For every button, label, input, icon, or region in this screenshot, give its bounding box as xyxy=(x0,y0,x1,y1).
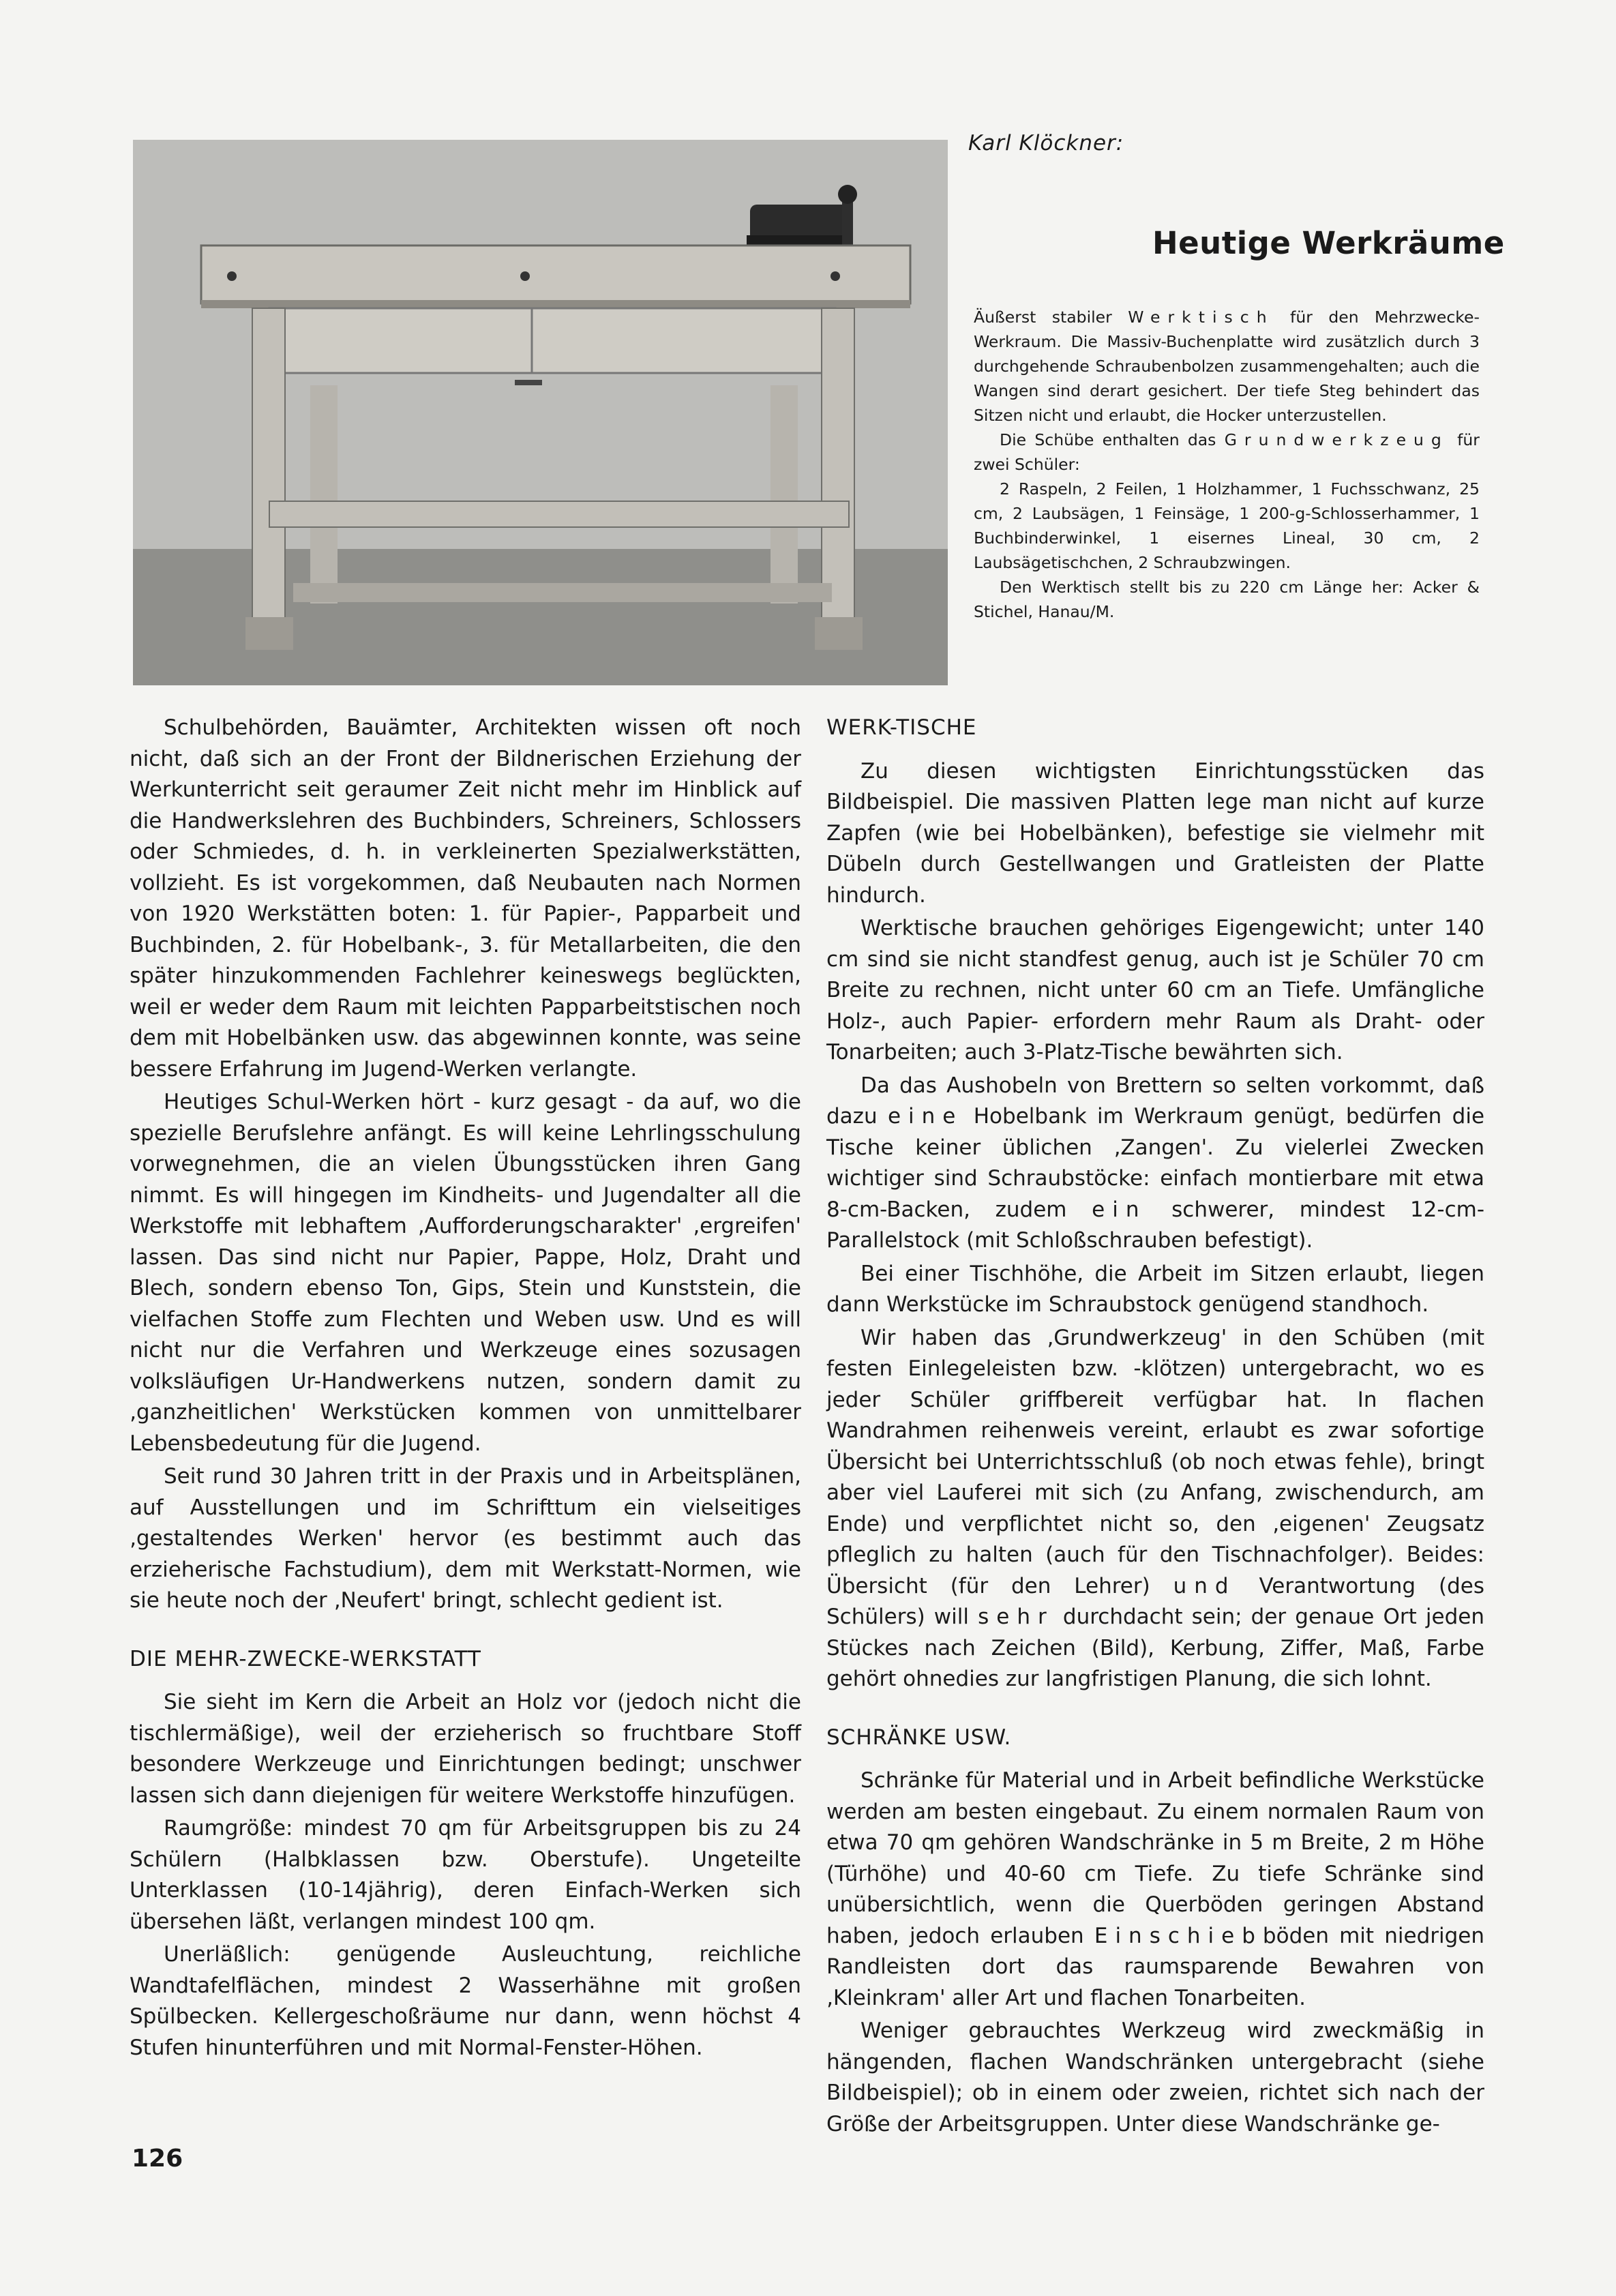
page-number: 126 xyxy=(132,2145,183,2173)
body-paragraph: Sie sieht im Kern die Arbeit an Holz vor (jedoch nicht die tischlermäßige), weil der erzieherisch so fruchtbare Stoff besondere Werkzeuge und Einrichtungen bedingt; unschwer lassen sich dann diejenigen für weitere Werkstoffe hinzufügen. xyxy=(130,1690,801,1808)
body-paragraph: Zu diesen wichtigsten Einrichtungsstücken das Bildbeispiel. Die massiven Platten lege man nicht auf kurze Zapfen (wie bei Hobelbänken), befestige sie vielmehr mit Dübeln durch Gestellwangen und Gratleisten der Platte hindurch. xyxy=(826,758,1484,908)
body-paragraph: Seit rund 30 Jahren tritt in der Praxis und in Arbeitsplänen, auf Ausstellungen und im Schrifttum ein vielseitiges ‚gestaltendes Werken' hervor (es bestimmt auch das erzieherische Fachstudium), dem mit Werkstatt-Normen, wie sie heute noch der ‚Neufert' bringt, schlecht gedient ist. xyxy=(130,1464,801,1613)
caption-paragraph: Äußerst stabiler Werktisch für den Mehrzwecke-Werkraum. Die Massiv-Buchenplatte wird zusätzlich durch 3 durchgehende Schraubenbolzen zusammengehalten; auch die Wangen sind derart gesichert. Der tiefe Steg behindert das Sitzen nicht und erlaubt, die Hocker unterzustellen. xyxy=(974,308,1480,425)
body-paragraph: Bei einer Tischhöhe, die Arbeit im Sitzen erlaubt, liegen dann Werkstücke im Schraubstock genügend standhoch. xyxy=(826,1261,1484,1317)
body-paragraph: Schulbehörden, Bauämter, Architekten wissen oft noch nicht, daß sich an der Front der Bildnerischen Erziehung der Werkunterricht seit geraumer Zeit nicht mehr im Hinblick auf die Handwerkslehren des Buchbinders, Schreiners, Schlossers oder Schmiedes, d. h. in verkleinerten Spezialwerkstätten, vollzieht. Es ist vorgekommen, daß Neubauten nach Normen von 1920 Werkstätten boten: 1. für Papier-, Papparbeit und Buchbinden, 2. für Hobelbank-, 3. für Metallarbeiten, die den später hinzukommenden Fachlehrer keineswegs beglückten, weil er weder dem Raum mit leichten Papparbeitstischen noch dem mit Hobelbänken usw. das abgewinnen konnte, was seine bessere Erfahrung im Jugend-Werken verlangte. xyxy=(130,715,801,1082)
body-paragraph: Weniger gebrauchtes Werkzeug wird zweckmäßig in hängenden, flachen Wandschränken untergebracht (siehe Bildbeispiel); ob in einem oder zweien, richtet sich nach der Größe der Arbeitsgruppen. Unter diese Wandschränke ge- xyxy=(826,2018,1484,2136)
section-heading-mehr-zwecke-werkstatt: DIE MEHR-ZWECKE-WERKSTATT xyxy=(130,1646,481,1671)
caption-manufacturer: Den Werktisch stellt bis zu 220 cm Länge her: Acker & Stichel, Hanau/M. xyxy=(974,578,1480,621)
caption-paragraph: Die Schübe enthalten das Grundwerkzeug für zwei Schüler: xyxy=(974,430,1480,474)
workbench-icon xyxy=(133,140,948,685)
body-paragraph: Heutiges Schul-Werken hört - kurz gesagt - da auf, wo die spezielle Berufslehre anfängt. Es will keine Lehrlingsschulung vorwegnehmen, die an vielen Übungsstücken ihren Gang nimmt. Es will hingegen im Kindheits- und Jugendalter all die Werkstoffe mit lebhaftem ‚Aufforderungscharakter' ‚ergreifen' lassen. Das sind nicht nur Papier, Pappe, Holz, Draht und Blech, sondern ebenso Ton, Gips, Stein und Kunststein, die vielfachen Stoffe zum Flechten und Weben usw. Und es will nicht nur die Verfahren und Werkzeuge eines sozusagen volksläufigen Ur-Handwerkens nutzen, sondern damit zu ‚ganzheitlichen' Werkstücken kommen von unmittelbarer Lebensbedeutung für die Jugend. xyxy=(130,1090,801,1456)
body-paragraph: Unerläßlich: genügende Ausleuchtung, reichliche Wandtafelflächen, mindest 2 Wasserhähne mit großen Spülbecken. Kellergeschoßräume nur dann, wenn höchst 4 Stufen hinunterführen und mit Normal-Fenster-Höhen. xyxy=(130,1942,801,2060)
section-heading-schraenke: SCHRÄNKE USW. xyxy=(826,1725,1012,1750)
author-name: Karl Klöckner: xyxy=(968,131,1124,155)
caption-tool-list: 2 Raspeln, 2 Feilen, 1 Holzhammer, 1 Fuchsschwanz, 25 cm, 2 Laubsägen, 1 Feinsäge, 1 200-g-Schlosserhammer, 1 Buchbinderwinkel, 1 eisernes Lineal, 30 cm, 2 Laubsägetischchen, 2 Schraubzwingen. xyxy=(974,479,1480,572)
section-heading-werk-tische: WERK-TISCHE xyxy=(826,715,977,740)
right-column xyxy=(826,713,1484,2142)
photo-caption xyxy=(974,305,1480,624)
article-title: Heutige Werkräume xyxy=(1152,225,1505,261)
workbench-photo xyxy=(133,140,948,685)
body-paragraph: Schränke für Material und in Arbeit befindliche Werkstücke werden am besten eingebaut. Zu einem normalen Raum von etwa 70 qm gehören Wandschränke in 5 m Breite, 2 m Höhe (Türhöhe) und 40-60 cm Tiefe. Zu tiefe Schränke sind unübersichtlich, wenn die Querböden geringen Abstand haben, jedoch erlauben Einschiebböden mit niedrigen Randleisten dort das raumsparende Bewahren von ‚Kleinkram' aller Art und flachen Tonarbeiten. xyxy=(826,1768,1484,2010)
body-paragraph: Da das Aushobeln von Brettern so selten vorkommt, daß dazu eine Hobelbank im Werkraum genügt, bedürfen die Tische keiner üblichen ‚Zangen'. Zu vielerlei Zwecken wichtiger sind Schraubstöcke: einfach montierbare mit etwa 8-cm-Backen, zudem ein schwerer, mindest 12-cm-Parallelstock (mit Schloßschrauben befestigt). xyxy=(826,1073,1485,1253)
body-paragraph: Raumgröße: mindest 70 qm für Arbeitsgruppen bis zu 24 Schülern (Halbklassen bzw. Oberstufe). Ungeteilte Unterklassen (10-14jährig), deren Einfach-Werken sich übersehen läßt, verlangen mindest 100 qm. xyxy=(130,1816,801,1934)
body-paragraph: Werktische brauchen gehöriges Eigengewicht; unter 140 cm sind sie nicht standfest genug, auch ist je Schüler 70 cm Breite zu rechnen, nicht unter 60 cm an Tiefe. Umfängliche Holz-, auch Papier- erfordern mehr Raum als Draht- oder Tonarbeiten; auch 3-Platz-Tische bewährten sich. xyxy=(826,916,1484,1064)
left-column xyxy=(130,713,801,2066)
body-paragraph: Wir haben das ‚Grundwerkzeug' in den Schüben (mit festen Einlegeleisten bzw. -klötzen) untergebracht, wo es jeder Schüler griffbereit verfügbar hat. In flachen Wandrahmen reihenweis vereint, erlaubt es zwar sofortige Übersicht bei Unterrichtsschluß (ob noch etwas fehle), bringt aber viel Lauferei mit sich (zu Anfang, zwischendurch, am Ende) und verpflichtet nicht so, den ‚eigenen' Zeugsatz pfleglich zu halten (auch für den Tischnachfolger). Beides: Übersicht (für den Lehrer) und Verantwortung (des Schülers) will sehr durchdacht sein; der genaue Ort jeden Stückes nach Zeichen (Bild), Kerbung, Ziffer, Maß, Farbe gehört ohnedies zur langfristigen Planung, die sich lohnt. xyxy=(826,1325,1484,1691)
